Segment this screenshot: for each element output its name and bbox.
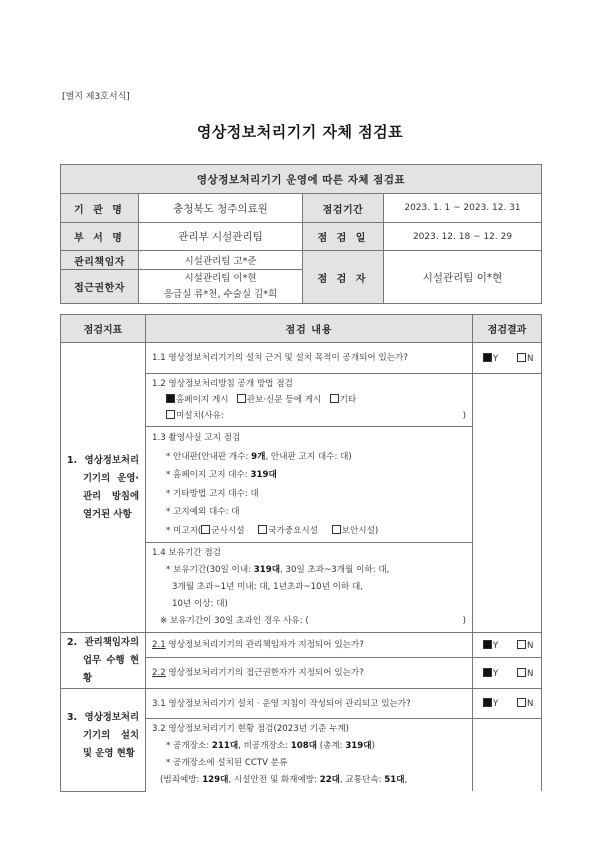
date-value: 2023. 12. 18 ~ 12. 29 (384, 223, 542, 251)
summary-table (60, 164, 542, 304)
item-1-4 (146, 543, 473, 633)
result-3-1: Y N (473, 689, 542, 719)
section-1-label: 1. 영상정보처리기기의 운영·관리 방침에 열거된 사항 (61, 343, 146, 633)
retention-line-3: 10년 이상: 대) (172, 599, 228, 609)
manager-label: 관리책임자 (61, 251, 139, 270)
result-empty-3-2 (473, 719, 542, 792)
header-content: 점검 내용 (146, 315, 473, 343)
no-checkbox[interactable] (517, 698, 526, 707)
department-label: 부 서 명 (61, 223, 139, 251)
result-2-1: Y N (473, 633, 542, 658)
no-checkbox[interactable] (517, 640, 526, 649)
yes-checkbox[interactable] (483, 668, 492, 677)
header-result: 점검결과 (473, 315, 542, 343)
item-1-1: 1.1 영상정보처리기기의 설치 근거 및 설치 목적이 공개되어 있는가? (146, 343, 473, 374)
none-close-paren: ) (462, 411, 466, 421)
checklist-table (60, 314, 542, 792)
access-label: 접근권한자 (61, 270, 139, 304)
access-line-1: 시설관리팀 이*현 (184, 272, 257, 284)
inspector-label: 점 검 자 (303, 251, 384, 304)
no-checkbox[interactable] (517, 353, 526, 362)
section-3-label: 3. 영상정보처리기기의 설치 및 운영 현황 (61, 689, 146, 792)
yes-checkbox[interactable] (483, 640, 492, 649)
homepage-line: * 홈페이지 고지 대수: 319대 (166, 470, 277, 480)
period-value: 2023. 1. 1 ~ 2023. 12. 31 (384, 194, 542, 223)
inspector-value: 시설관리팀 이*현 (384, 251, 542, 304)
gazette-checkbox[interactable] (237, 394, 246, 403)
result-1-1: Y N (473, 343, 542, 374)
item-1-3 (146, 427, 473, 543)
item-3-2-title: 3.2 영상정보처리기기 현황 점검(2023년 기준 누계) (152, 724, 350, 734)
access-value (139, 270, 303, 304)
header-indicator: 점검지표 (61, 315, 146, 343)
yes-checkbox[interactable] (483, 353, 492, 362)
section-2-label: 2. 관리책임자의 업무 수행 현황 (61, 633, 146, 689)
page-title: 영상정보처리기기 자체 점검표 (196, 123, 404, 141)
retention-note: ※ 보유기간이 30일 초과인 경우 사유: ( ) (160, 616, 466, 626)
item-3-1: 3.1 영상정보처리기기 설치 · 운영 지침이 작성되어 관리되고 있는가? (146, 689, 473, 719)
date-label: 점 검 일 (303, 223, 384, 251)
form-number: [별지 제3호서식] (62, 92, 130, 102)
institution-label: 기 관 명 (61, 194, 139, 223)
place-count-line: * 공개장소: 211대, 비공개장소: 108대 (총계: 319대) (166, 741, 375, 751)
item-3-2 (146, 719, 473, 792)
institution-value: 충청북도 청주의료원 (139, 194, 303, 223)
gazette-option: 관보·신문 등에 게시 (246, 395, 322, 405)
retention-line-1: * 보유기간(30일 이내: 319대, 30일 초과~3개월 이하: 대, (166, 565, 390, 575)
cctv-classification-line: (범죄예방: 129대, 시설안전 및 화재예방: 22대, 교통단속: 51대, (160, 775, 408, 785)
none-checkbox[interactable] (166, 410, 175, 419)
item-2-2: 2.2 영상정보처리기기의 접근권한자가 지정되어 있는가? (146, 658, 473, 689)
none-option: 미설치(사유: (176, 411, 224, 421)
other-checkbox[interactable] (330, 394, 339, 403)
result-empty-1 (473, 374, 542, 633)
other-method-line: * 기타방법 고지 대수: 대 (166, 488, 259, 499)
summary-header: 영상정보처리기기 운영에 따른 자체 점검표 (61, 165, 542, 194)
no-checkbox[interactable] (517, 668, 526, 677)
item-1-2-title: 1.2 영상정보처리방침 공개 방법 점검 (152, 379, 293, 389)
manager-value: 시설관리팀 고*준 (139, 251, 303, 270)
period-label: 점검기간 (303, 194, 384, 223)
not-notified-line: * 미고지( 군사시설 국가중요시설 보안시설) (166, 525, 379, 536)
item-1-4-title: 1.4 보유기간 점검 (152, 548, 221, 558)
item-1-3-title: 1.3 촬영사실 고지 점검 (152, 433, 241, 443)
cctv-classification-title: * 공개장소에 설치된 CCTV 분류 (166, 758, 288, 768)
military-checkbox[interactable] (201, 525, 210, 534)
item-1-2 (146, 374, 473, 427)
item-2-1: 2.1 영상정보처리기기의 관리책임자가 지정되어 있는가? (146, 633, 473, 658)
other-option: 기타 (339, 395, 357, 405)
homepage-checkbox[interactable] (166, 394, 175, 403)
result-2-2: Y N (473, 658, 542, 689)
department-value: 관리부 시설관리팀 (139, 223, 303, 251)
homepage-option: 홈페이지 게시 (176, 395, 229, 405)
signboard-line: * 안내판(안내판 개수: 9개, 안내판 고지 대수: 대) (166, 451, 352, 462)
exception-line: * 고지예외 대수: 대 (166, 507, 240, 517)
yes-checkbox[interactable] (483, 698, 492, 707)
national-checkbox[interactable] (258, 525, 267, 534)
retention-line-2: 3개월 초과~1년 미내: 대, 1년초과~10년 이하 대, (172, 582, 364, 592)
access-line-2: 응급실 류*천, 수술실 김*희 (163, 288, 278, 300)
security-checkbox[interactable] (332, 525, 341, 534)
